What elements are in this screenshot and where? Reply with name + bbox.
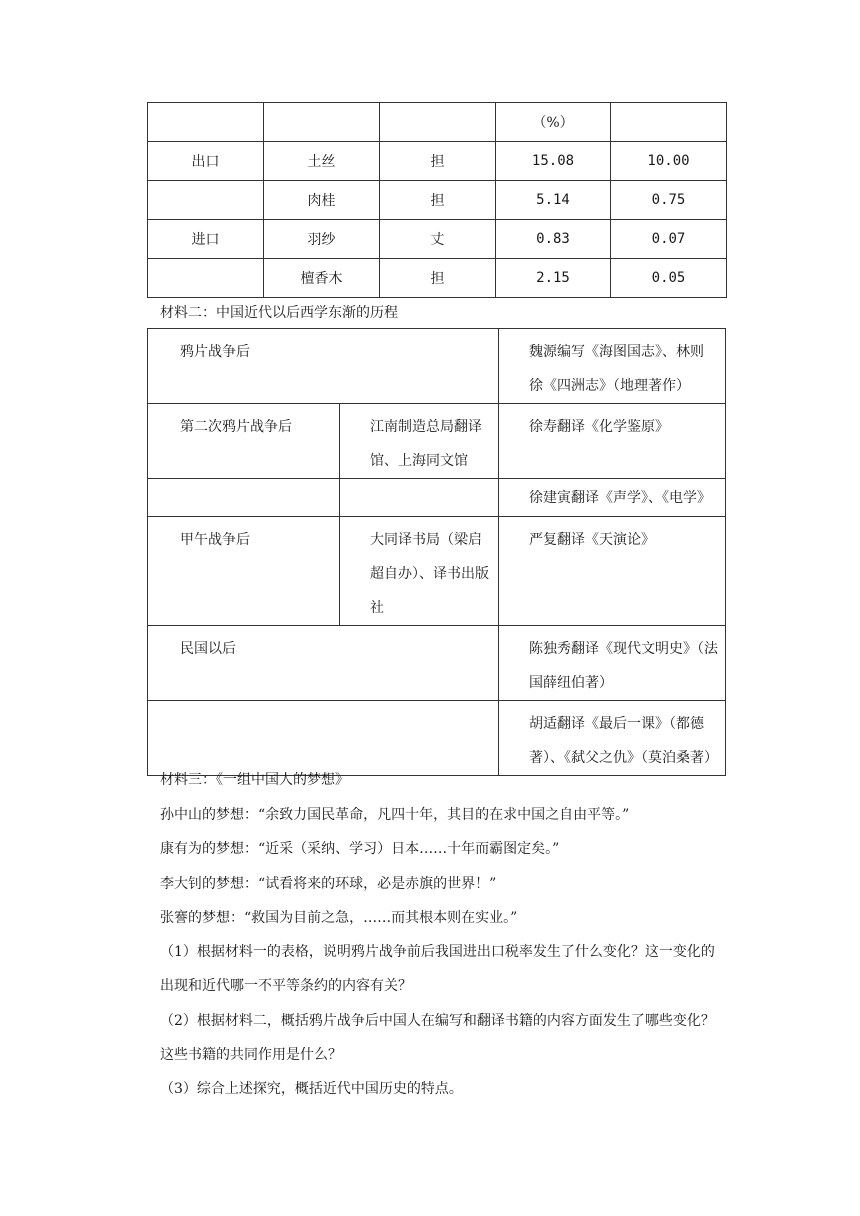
tariff-table xyxy=(147,102,727,298)
table-cell xyxy=(148,701,499,776)
table-row xyxy=(148,142,727,181)
table-row xyxy=(148,479,726,517)
table-row xyxy=(148,626,726,701)
table-cell xyxy=(499,701,726,776)
table-cell: 0.07 xyxy=(611,220,727,259)
table-cell xyxy=(148,329,499,404)
table-cell xyxy=(148,517,340,626)
table-cell xyxy=(148,259,264,298)
table-cell: 5.14 xyxy=(496,181,611,220)
table-row xyxy=(148,259,727,298)
table-cell: 羽纱 xyxy=(264,220,380,259)
works-text: 国薛纽伯著） xyxy=(529,675,613,691)
org-text: 超自办）、译书出版 xyxy=(370,566,489,582)
org-text: 社 xyxy=(370,600,384,616)
table-row xyxy=(148,701,726,776)
table-row xyxy=(148,181,727,220)
table-cell xyxy=(264,103,380,142)
table-cell xyxy=(340,479,499,517)
period-text: 甲午战争后 xyxy=(180,532,250,548)
table-cell: 丈 xyxy=(380,220,496,259)
table-cell xyxy=(499,404,726,479)
table-row xyxy=(148,404,726,479)
question-3: （3）综合上述探究，概括近代中国历史的特点。 xyxy=(160,1081,463,1097)
table-cell xyxy=(499,517,726,626)
question-1-cont: 出现和近代哪一不平等条约的内容有关？ xyxy=(160,978,412,994)
table-cell xyxy=(499,329,726,404)
table-cell: 出口 xyxy=(148,142,264,181)
table-cell: 担 xyxy=(380,259,496,298)
material-3-heading: 材料三：《一组中国人的梦想》 xyxy=(160,772,349,788)
table-cell xyxy=(148,181,264,220)
works-text: 胡适翻译《最后一课》（都德 xyxy=(529,716,704,732)
table-cell xyxy=(148,479,340,517)
table-cell xyxy=(340,404,499,479)
table-cell: 0.83 xyxy=(496,220,611,259)
org-text: 江南制造总局翻译 xyxy=(370,419,482,435)
dream-line: 张謇的梦想：“救国为目前之急，……而其根本则在实业。” xyxy=(160,910,518,926)
table-cell: 0.75 xyxy=(611,181,727,220)
material-2-heading: 材料二：中国近代以后西学东渐的历程 xyxy=(160,305,398,321)
question-2-cont: 这些书籍的共同作用是什么？ xyxy=(160,1047,342,1063)
works-text: 徐建寅翻译《声学》、《电学》 xyxy=(529,490,711,506)
table-cell: 进口 xyxy=(148,220,264,259)
dream-line: 孙中山的梦想：“余致力国民革命，凡四十年，其目的在求中国之自由平等。” xyxy=(160,807,630,823)
works-text: 徐寿翻译《化学鉴原》 xyxy=(529,419,669,435)
table-cell xyxy=(499,626,726,701)
table-row xyxy=(148,329,726,404)
table-cell: 15.08 xyxy=(496,142,611,181)
table-cell xyxy=(148,103,264,142)
table-row xyxy=(148,517,726,626)
table-cell xyxy=(499,479,726,517)
table-cell xyxy=(148,404,340,479)
table-cell: 土丝 xyxy=(264,142,380,181)
table-cell: 2.15 xyxy=(496,259,611,298)
western-learning-table xyxy=(147,328,726,776)
org-text: 大同译书局（梁启 xyxy=(370,532,482,548)
works-text: 严复翻译《天演论》 xyxy=(529,532,655,548)
dream-line: 李大钊的梦想：“试看将来的环球，必是赤旗的世界！” xyxy=(160,876,497,892)
table-cell xyxy=(148,626,499,701)
period-text: 民国以后 xyxy=(180,641,236,657)
table-cell: 檀香木 xyxy=(264,259,380,298)
works-text: 陈独秀翻译《现代文明史》（法 xyxy=(529,641,718,657)
table-cell: 肉桂 xyxy=(264,181,380,220)
table-cell: （%） xyxy=(496,103,611,142)
org-text: 馆、上海同文馆 xyxy=(370,453,468,469)
table-cell xyxy=(611,103,727,142)
table-cell: 担 xyxy=(380,181,496,220)
table-cell: 0.05 xyxy=(611,259,727,298)
table-row xyxy=(148,103,727,142)
works-text: 著）、《弑父之仇》（莫泊桑著） xyxy=(529,750,718,766)
works-text: 魏源编写《海图国志》、林则 xyxy=(529,344,704,360)
period-text: 第二次鸦片战争后 xyxy=(180,419,292,435)
table-cell: 担 xyxy=(380,142,496,181)
question-2: （2）根据材料二，概括鸦片战争后中国人在编写和翻译书籍的内容方面发生了哪些变化？ xyxy=(160,1013,715,1029)
table-row xyxy=(148,220,727,259)
period-text: 鸦片战争后 xyxy=(180,344,250,360)
dream-line: 康有为的梦想：“近采（采纳、学习）日本……十年而霸图定矣。” xyxy=(160,841,560,857)
question-1: （1）根据材料一的表格，说明鸦片战争前后我国进出口税率发生了什么变化？这一变化的 xyxy=(160,944,715,960)
table-cell: 10.00 xyxy=(611,142,727,181)
works-text: 徐《四洲志》（地理著作） xyxy=(529,378,690,394)
table-cell xyxy=(380,103,496,142)
table-cell xyxy=(340,517,499,626)
